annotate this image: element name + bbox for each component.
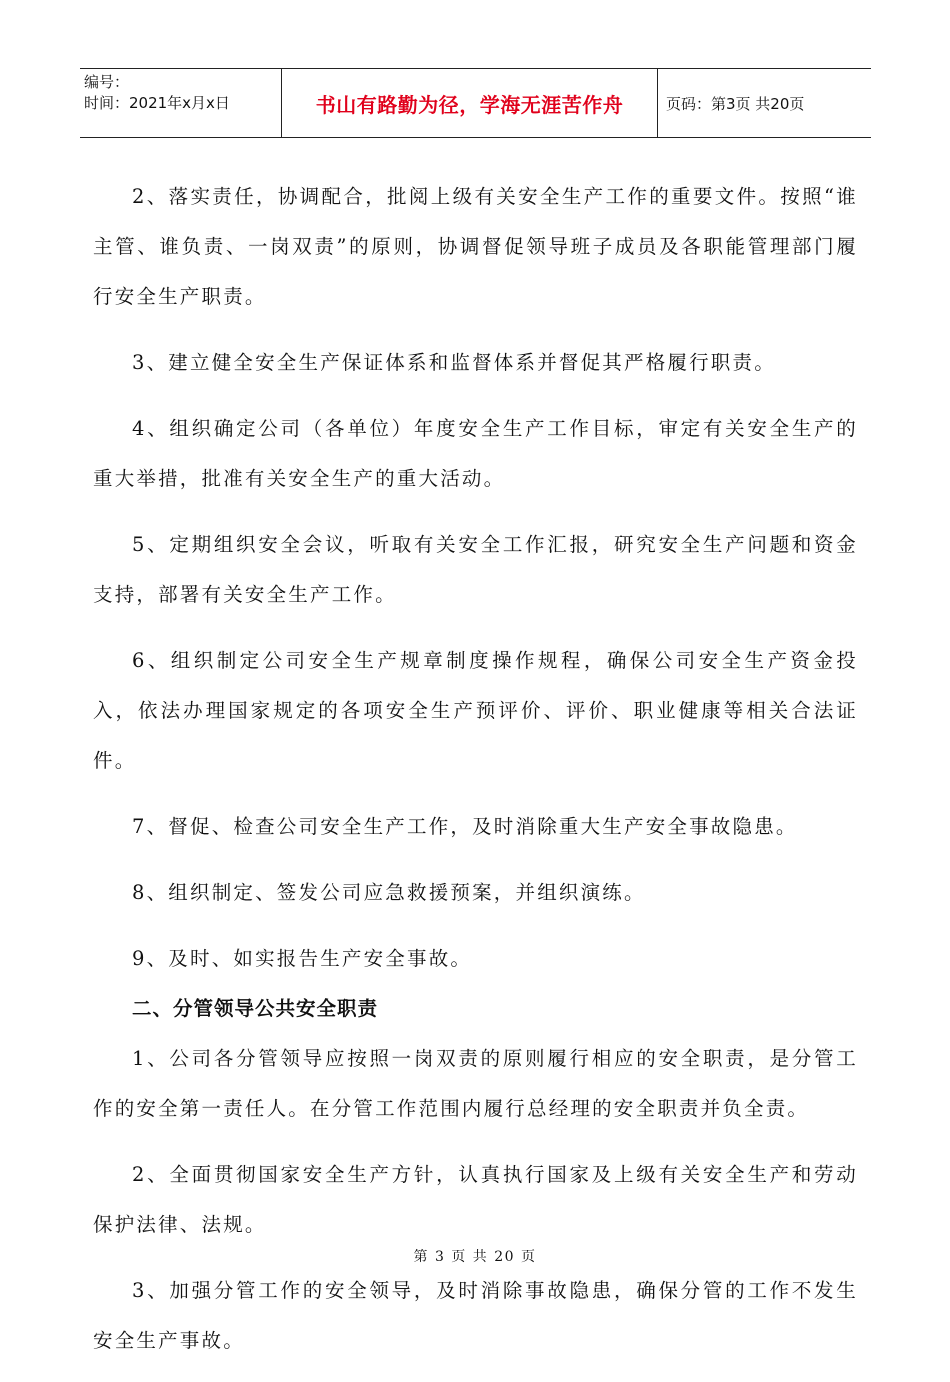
document-body	[93, 172, 858, 1382]
section-heading: 二、分管领导公共安全职责	[132, 997, 379, 1020]
paragraph: 2、全面贯彻国家安全生产方针，认真执行国家及上级有关安全生产和劳动保护法律、法规。	[93, 1163, 858, 1236]
document-number-label: 编号：	[84, 73, 130, 91]
paragraph: 3、加强分管工作的安全领导，及时消除事故隐患，确保分管的工作不发生安全生产事故。	[93, 1279, 858, 1352]
paragraph: 9、及时、如实报告生产安全事故。	[132, 947, 473, 970]
paragraph: 7、督促、检查公司安全生产工作，及时消除重大生产安全事故隐患。	[132, 815, 798, 838]
paragraph: 3、建立健全安全生产保证体系和监督体系并督促其严格履行职责。	[132, 351, 776, 374]
page-header	[80, 68, 871, 138]
page-footer: 第 3 页 共 20 页	[413, 1249, 537, 1265]
document-date: 时间：2021年x月x日	[84, 94, 230, 112]
paragraph: 5、定期组织安全会议，听取有关安全工作汇报，研究安全生产问题和资金支持，部署有关安全生产工作。	[93, 533, 858, 606]
paragraph: 1、公司各分管领导应按照一岗双责的原则履行相应的安全职责，是分管工作的安全第一责任人。在分管工作范围内履行总经理的安全职责并负全责。	[93, 1047, 858, 1120]
header-meta	[80, 69, 282, 137]
paragraph: 4、组织确定公司（各单位）年度安全生产工作目标，审定有关安全生产的重大举措，批准有关安全生产的重大活动。	[93, 417, 858, 490]
paragraph: 6、组织制定公司安全生产规章制度操作规程，确保公司安全生产资金投入，依法办理国家规定的各项安全生产预评价、评价、职业健康等相关合法证件。	[93, 649, 858, 772]
header-motto: 书山有路勤为径，学海无涯苦作舟	[282, 69, 658, 137]
paragraph: 8、组织制定、签发公司应急救援预案，并组织演练。	[132, 881, 646, 904]
header-page-info: 页码：第3页 共20页	[666, 94, 805, 113]
paragraph: 2、落实责任，协调配合，批阅上级有关安全生产工作的重要文件。按照“谁主管、谁负责、一岗双责”的原则，协调督促领导班子成员及各职能管理部门履行安全生产职责。	[93, 185, 858, 308]
